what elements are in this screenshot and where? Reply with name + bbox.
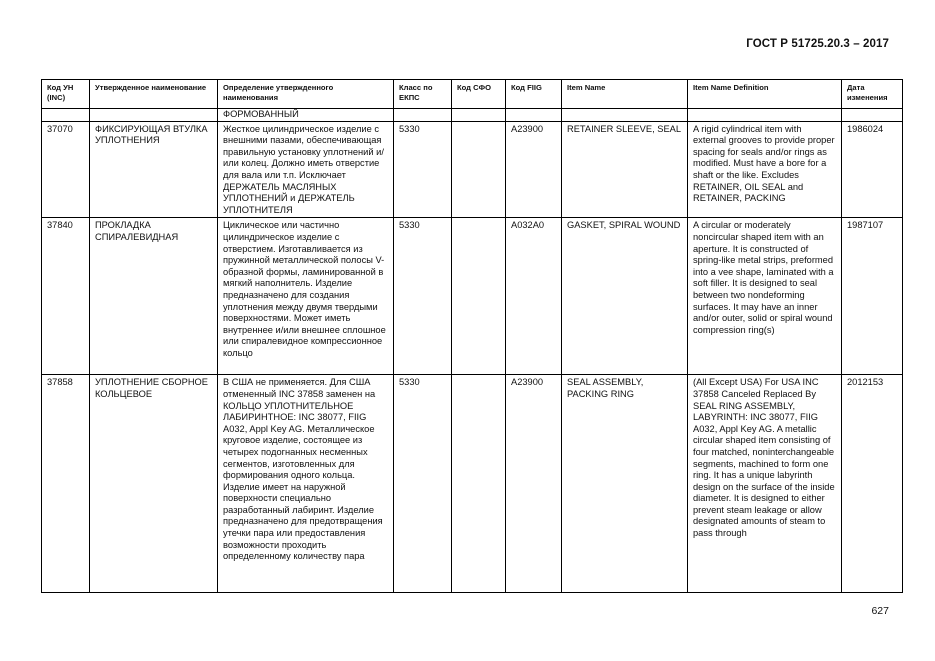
continuation-text: ФОРМОВАННЫЙ [218, 109, 394, 122]
cell-name: ФИКСИРУЮЩАЯ ВТУЛКА УПЛОТНЕНИЯ [90, 121, 218, 218]
cell-code: 37070 [42, 121, 90, 218]
cell-sfo [452, 375, 506, 593]
cell-date: 1987107 [842, 218, 903, 375]
cell-class: 5330 [394, 375, 452, 593]
table-row [42, 218, 903, 375]
cell-code: 37858 [42, 375, 90, 593]
header-row [42, 80, 903, 109]
catalog-table [41, 79, 903, 593]
cell-class: 5330 [394, 218, 452, 375]
col-header-sfo: Код СФО [452, 80, 506, 109]
cell-date: 1986024 [842, 121, 903, 218]
cell-sfo [452, 218, 506, 375]
col-header-class: Класс по ЕКПС [394, 80, 452, 109]
col-header-item-name: Item Name [562, 80, 688, 109]
cell-definition: Жесткое цилиндрическое изделие с внешними пазами, обеспечивающая правильную установку уплотнений и/или колец. Должно иметь отверстие для вала или т.п. Исключает ДЕРЖАТЕЛЬ МАСЛЯНЫХ УПЛОТНЕНИЙ и ДЕРЖАТЕЛЬ УПЛОТНИТЕЛЯ [218, 121, 394, 218]
page-number: 627 [871, 605, 889, 617]
table-row [42, 375, 903, 593]
col-header-code: Код УН (INC) [42, 80, 90, 109]
col-header-definition: Определение утвержденного наименования [218, 80, 394, 109]
cell-code: 37840 [42, 218, 90, 375]
cell-item-definition: (All Except USA) For USA INC 37858 Canceled Replaced By SEAL RING ASSEMBLY, LABYRINTH: INC 38077, FIIG A032, Appl Key AG. A metallic circular shaped item consisting of four matched, noninterchangeable segments, machined to form one ring. It has a unique labyrinth design on the surface of the inside diameter. It is designed to either prevent steam leakage or allow designated amounts of steam to pass through [688, 375, 842, 593]
cell-item-name: SEAL ASSEMBLY, PACKING RING [562, 375, 688, 593]
cell-sfo [452, 121, 506, 218]
col-header-name: Утвержденное наименование [90, 80, 218, 109]
document-code: ГОСТ Р 51725.20.3 – 2017 [746, 38, 889, 50]
cell-item-definition: A rigid cylindrical item with external grooves to provide proper spacing for seals and/or rings as modified. Must have a bore for a shaft or the like. Excludes RETAINER, OIL SEAL and RETAINER, PACKING [688, 121, 842, 218]
col-header-date: Дата изменения [842, 80, 903, 109]
cell-definition: В США не применяется. Для США отмененный INC 37858 заменен на КОЛЬЦО УПЛОТНИТЕЛЬНОЕ ЛАБИРИНТНОЕ: INC 38077, FIIG A032, Appl Key AG. Металлическое круговое изделие, состоящее из четырех подогнанных несменных сегментов, изготовленных для формирования одного кольца. Изделие имеет на наружной поверхности специально разработанный лабиринт. Изделие предназначено для предотвращения утечки пара или предоставления возможности проходить определенному количеству пара [218, 375, 394, 593]
cell-date: 2012153 [842, 375, 903, 593]
col-header-item-definition: Item Name Definition [688, 80, 842, 109]
cell-item-definition: A circular or moderately noncircular shaped item with an aperture. It is constructed of spring-like metal strips, preformed into a vee shape, laminated with a soft filler. It is designed to seal between two nondeforming surfaces. It may have an inner and/or outer, solid or spiral wound compression ring(s) [688, 218, 842, 375]
cell-fiig: A23900 [506, 121, 562, 218]
cell-definition: Циклическое или частично цилиндрическое изделие с отверстием. Изготавливается из пружинной металлической полосы V-образной формы, ламинированной в мягкий наполнитель. Изделие предназначено для создания уплотнения между двумя твердыми поверхностями. Может иметь внутреннее и/или внешнее сплошное или спиралевидное компрессионное кольцо [218, 218, 394, 375]
cell-fiig: A032A0 [506, 218, 562, 375]
table-row [42, 121, 903, 218]
cell-name: ПРОКЛАДКА СПИРАЛЕВИДНАЯ [90, 218, 218, 375]
continuation-row [42, 109, 903, 122]
cell-item-name: RETAINER SLEEVE, SEAL [562, 121, 688, 218]
cell-item-name: GASKET, SPIRAL WOUND [562, 218, 688, 375]
cell-name: УПЛОТНЕНИЕ СБОРНОЕ КОЛЬЦЕВОЕ [90, 375, 218, 593]
cell-fiig: A23900 [506, 375, 562, 593]
cell-class: 5330 [394, 121, 452, 218]
col-header-fiig: Код FIIG [506, 80, 562, 109]
